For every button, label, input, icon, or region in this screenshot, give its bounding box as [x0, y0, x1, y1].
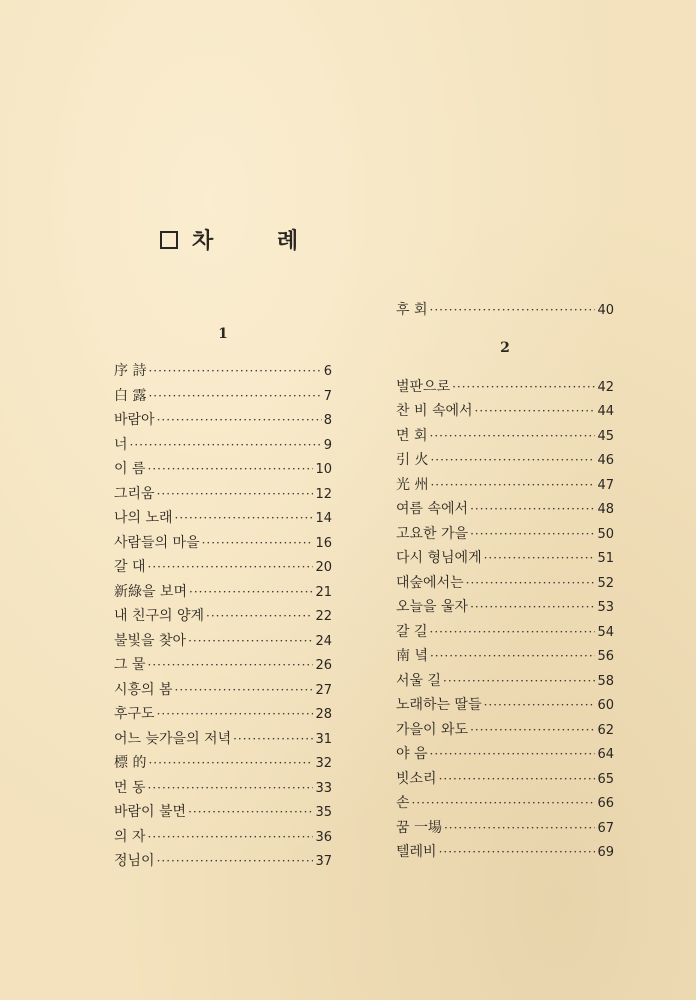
- toc-entry: [114, 360, 332, 385]
- dot-leader: [430, 625, 596, 639]
- dot-leader: [206, 609, 313, 623]
- toc-entry: [396, 694, 614, 719]
- entry-page-number: 8: [323, 413, 332, 428]
- toc-entry: [114, 777, 332, 802]
- toc-title: [160, 224, 326, 255]
- toc-column-right: [396, 299, 614, 866]
- entry-page-number: 9: [323, 437, 332, 453]
- dot-leader: [439, 845, 596, 859]
- entry-page-number: 52: [597, 575, 614, 591]
- dot-leader: [466, 576, 596, 590]
- entry-page-number: 62: [597, 722, 614, 738]
- dot-leader: [430, 649, 595, 663]
- entry-page-number: 35: [315, 805, 332, 820]
- toc-entry: [396, 523, 614, 548]
- dot-leader: [202, 536, 314, 550]
- entry-title: 가을이 와도: [396, 721, 469, 738]
- dot-leader: [148, 462, 314, 476]
- entry-page-number: 46: [597, 453, 614, 468]
- entry-title: 그리움: [114, 485, 155, 502]
- entry-page-number: 33: [315, 780, 332, 796]
- entry-title: 텔레비: [396, 844, 437, 860]
- toc-entry: [396, 670, 614, 695]
- entry-title: 찬 비 속에서: [396, 403, 473, 419]
- dot-leader: [148, 756, 313, 770]
- entry-title: 다시 형님에게: [396, 550, 482, 566]
- entry-page-number: 48: [597, 502, 614, 517]
- toc-entry: [396, 449, 614, 474]
- entry-title: 노래하는 딸들: [396, 697, 482, 713]
- entry-page-number: 27: [315, 682, 332, 698]
- dot-leader: [148, 830, 314, 844]
- square-bullet-icon: [160, 231, 178, 249]
- dot-leader: [484, 551, 596, 565]
- entry-page-number: 56: [597, 649, 614, 664]
- toc-entry: [396, 841, 614, 866]
- toc-entry: [114, 728, 332, 753]
- entry-title: 야 음: [396, 746, 428, 762]
- entry-page-number: 14: [315, 511, 332, 526]
- toc-entry: [396, 621, 614, 646]
- entry-page-number: 69: [597, 845, 614, 860]
- entry-page-number: 32: [315, 756, 332, 771]
- toc-entry: [396, 596, 614, 621]
- dot-leader: [148, 560, 314, 574]
- dot-leader: [470, 600, 595, 614]
- dot-leader: [452, 380, 595, 394]
- entry-title: 光 州: [396, 476, 429, 493]
- entry-title: 빗소리: [396, 770, 437, 787]
- entry-page-number: 20: [315, 560, 332, 575]
- entry-page-number: 44: [597, 404, 614, 419]
- entry-page-number: 21: [315, 584, 332, 600]
- entry-page-number: 12: [315, 486, 332, 502]
- dot-leader: [175, 683, 314, 697]
- dot-leader: [157, 413, 322, 427]
- entry-title: 의 자: [114, 828, 146, 845]
- dot-leader: [148, 389, 321, 403]
- toc-entry: [396, 719, 614, 744]
- toc-entry: [114, 703, 332, 728]
- dot-leader: [130, 438, 322, 452]
- entry-title: 내 친구의 양계: [114, 608, 205, 624]
- toc-entry: [114, 483, 332, 508]
- toc-entry: [396, 743, 614, 768]
- dot-leader: [430, 303, 596, 317]
- entry-title: 꿈 一場: [396, 819, 442, 836]
- dot-leader: [157, 707, 314, 721]
- toc-entry: [114, 752, 332, 777]
- dot-leader: [430, 478, 595, 492]
- dot-leader: [475, 404, 596, 418]
- toc-entry: [396, 498, 614, 523]
- entry-title: 그 물: [114, 657, 146, 673]
- entry-title: 후구도: [114, 706, 155, 722]
- dot-leader: [439, 772, 596, 786]
- dot-leader: [233, 732, 313, 746]
- entry-title: 이 름: [114, 461, 146, 477]
- toc-entry: [396, 645, 614, 670]
- entry-page-number: 67: [597, 820, 614, 836]
- entry-title: 불빛을 찾아: [114, 632, 187, 649]
- dot-leader: [470, 723, 595, 737]
- entry-title: 나의 노래: [114, 510, 173, 526]
- entry-page-number: 40: [597, 303, 614, 318]
- dot-leader: [157, 487, 314, 501]
- entry-title: 바람이 불면: [114, 804, 187, 820]
- toc-column-left: [114, 322, 332, 875]
- dot-leader: [484, 698, 596, 712]
- toc-entry: [396, 792, 614, 817]
- toc-entry: [396, 474, 614, 499]
- toc-entry: [114, 385, 332, 410]
- dot-leader: [188, 805, 313, 819]
- entry-title: 序 詩: [114, 363, 147, 379]
- entry-page-number: 66: [597, 796, 614, 811]
- entry-title: 標 的: [114, 755, 147, 771]
- toc-entry: [396, 768, 614, 793]
- toc-entry: [114, 605, 332, 630]
- entry-title: 갈 대: [114, 559, 146, 575]
- entry-page-number: 37: [315, 854, 332, 869]
- entry-title: 너: [114, 436, 128, 453]
- entry-title: 오늘을 울자: [396, 599, 469, 615]
- entry-page-number: 10: [315, 462, 332, 477]
- toc-entry: [114, 532, 332, 557]
- toc-entry: [114, 458, 332, 483]
- entry-page-number: 53: [597, 600, 614, 615]
- entry-page-number: 16: [315, 535, 332, 551]
- toc-entry: [114, 826, 332, 851]
- entry-page-number: 6: [323, 364, 332, 379]
- entry-title: 먼 동: [114, 779, 146, 796]
- toc-entry: [114, 801, 332, 826]
- toc-entry: [396, 376, 614, 401]
- entry-title: 면 회: [396, 427, 428, 444]
- entry-page-number: 24: [315, 633, 332, 649]
- dot-leader: [157, 854, 314, 868]
- entry-title: 南 녘: [396, 648, 428, 664]
- entry-page-number: 31: [315, 731, 332, 747]
- entry-page-number: 50: [597, 526, 614, 542]
- entry-page-number: 60: [597, 698, 614, 713]
- entry-title: 어느 늦가을의 저녁: [114, 730, 232, 747]
- toc-entry: [114, 409, 332, 434]
- entry-title: 引 火: [396, 452, 429, 468]
- entry-title: 新綠을 보며: [114, 583, 188, 600]
- dot-leader: [430, 429, 596, 443]
- entry-title: 벌판으로: [396, 378, 451, 395]
- entry-page-number: 64: [597, 747, 614, 762]
- entry-page-number: 65: [597, 771, 614, 787]
- dot-leader: [430, 747, 596, 761]
- toc-entry-list: [396, 376, 614, 866]
- entry-page-number: 7: [323, 388, 332, 404]
- entry-title: 白 露: [114, 387, 147, 404]
- dot-leader: [188, 634, 313, 648]
- toc-entry: [114, 581, 332, 606]
- entry-page-number: 58: [597, 673, 614, 689]
- entry-page-number: 28: [315, 707, 332, 722]
- entry-page-number: 54: [597, 624, 614, 640]
- entry-title: 고요한 가을: [396, 525, 469, 542]
- toc-entry: [396, 817, 614, 842]
- section-number: 2: [500, 339, 510, 356]
- entry-page-number: 47: [597, 477, 614, 493]
- toc-entry: [114, 556, 332, 581]
- entry-page-number: 51: [597, 551, 614, 566]
- dot-leader: [148, 364, 321, 378]
- toc-entry: [396, 572, 614, 597]
- toc-entry: [396, 425, 614, 450]
- toc-entry-list: [114, 360, 332, 875]
- toc-entry: [114, 850, 332, 875]
- entry-title: 여름 속에서: [396, 501, 469, 517]
- dot-leader: [430, 453, 595, 467]
- entry-page-number: 45: [597, 428, 614, 444]
- dot-leader: [148, 781, 314, 795]
- entry-page-number: 36: [315, 829, 332, 845]
- toc-entry: [114, 630, 332, 655]
- entry-page-number: 26: [315, 658, 332, 673]
- toc-title-text: 차 례: [192, 229, 327, 254]
- entry-title: 시흥의 봄: [114, 681, 173, 698]
- toc-entry: [114, 654, 332, 679]
- entry-title: 갈 길: [396, 623, 428, 640]
- dot-leader: [189, 585, 313, 599]
- toc-entry: [396, 400, 614, 425]
- entry-page-number: 42: [597, 379, 614, 395]
- entry-title: 사람들의 마을: [114, 534, 200, 551]
- entry-title: 후 회: [396, 302, 428, 318]
- entry-title: 정님이: [114, 853, 155, 869]
- entry-title: 손: [396, 795, 410, 811]
- dot-leader: [148, 658, 314, 672]
- dot-leader: [470, 527, 595, 541]
- entry-title: 서울 길: [396, 672, 442, 689]
- toc-entry: [396, 547, 614, 572]
- section-number: 1: [218, 326, 228, 342]
- dot-leader: [444, 821, 595, 835]
- toc-entry: [114, 507, 332, 532]
- entry-title: 대숲에서는: [396, 574, 464, 591]
- entry-page-number: 22: [315, 609, 332, 624]
- toc-entry: [114, 679, 332, 704]
- toc-entry: [114, 434, 332, 459]
- dot-leader: [412, 796, 596, 810]
- dot-leader: [470, 502, 595, 516]
- dot-leader: [443, 674, 595, 688]
- dot-leader: [175, 511, 314, 525]
- toc-entry: [396, 299, 614, 324]
- entry-title: 바람아: [114, 412, 155, 428]
